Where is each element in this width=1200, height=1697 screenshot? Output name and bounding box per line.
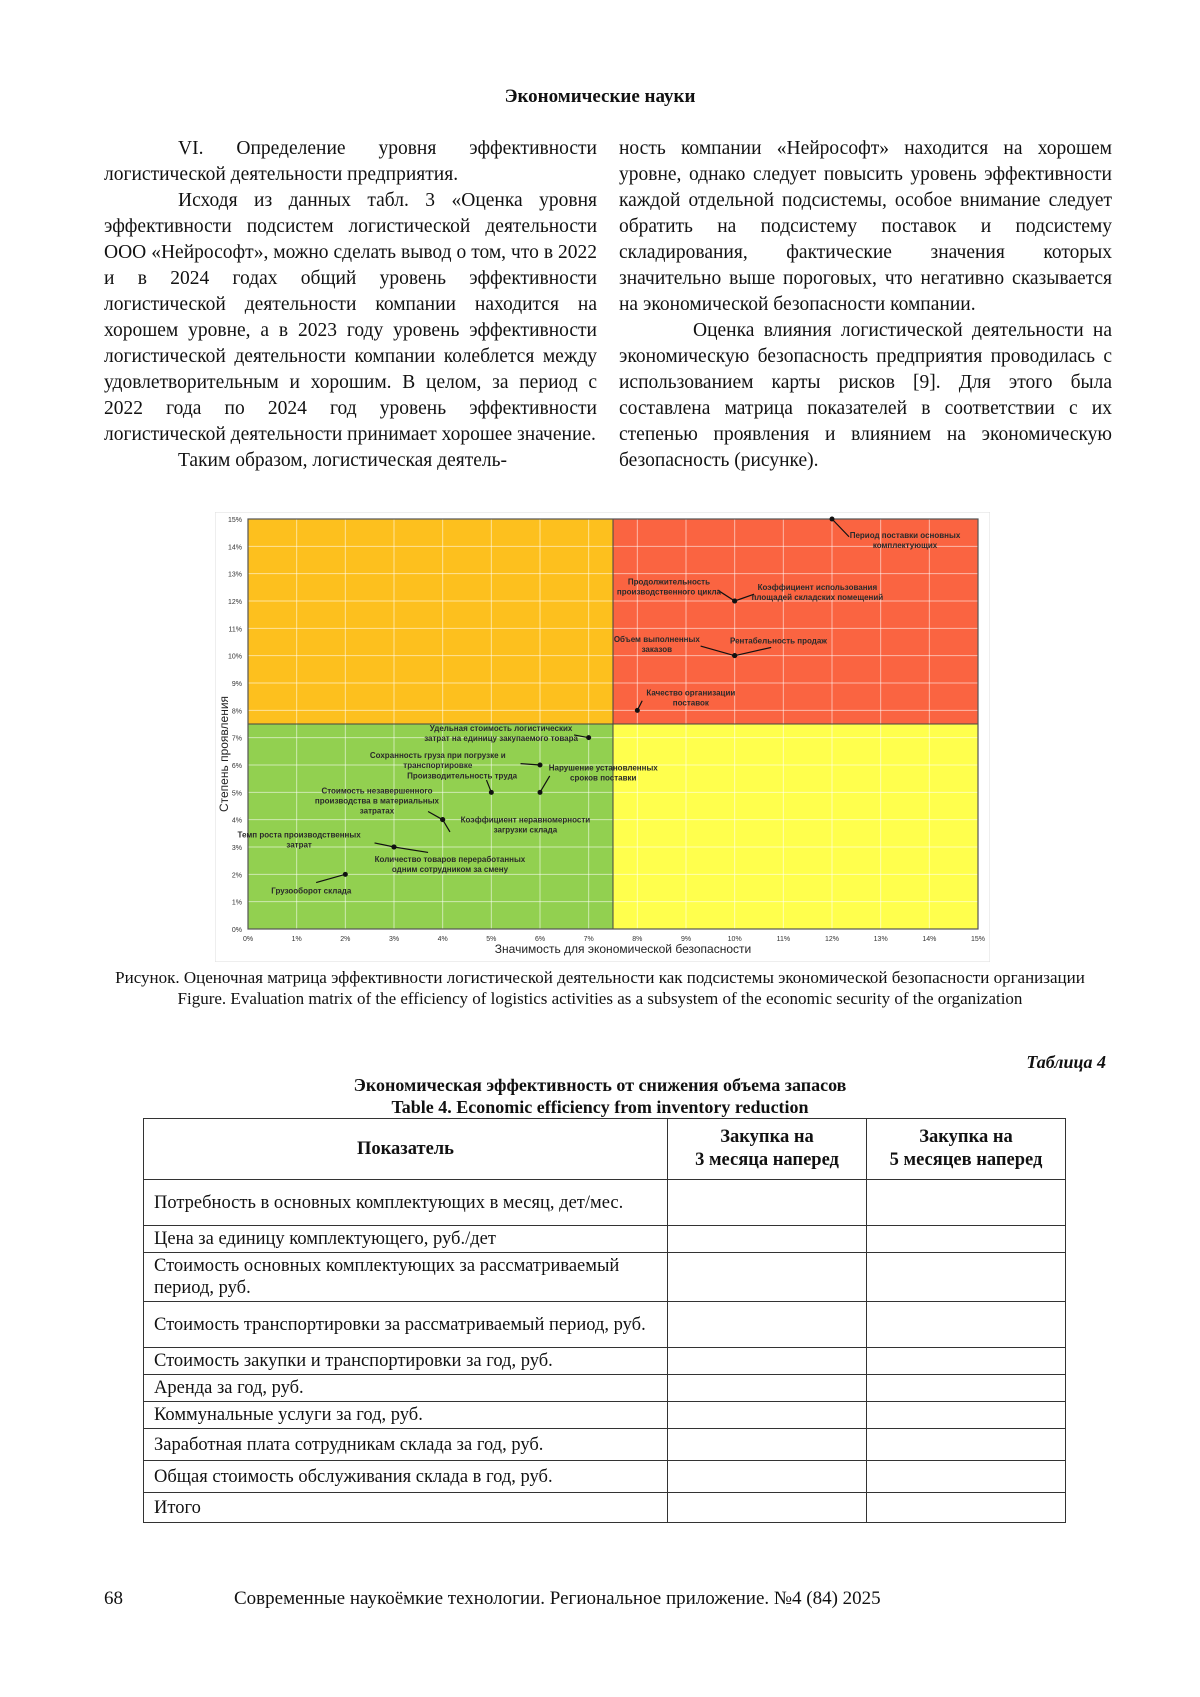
value-cell	[867, 1402, 1066, 1429]
point-label: Сохранность груза при погрузке и	[369, 751, 506, 761]
data-point	[732, 653, 737, 658]
table-title	[0, 1074, 1200, 1118]
point-label: Коэффициент использования	[757, 583, 878, 593]
value-cell	[668, 1461, 867, 1493]
point-label: Коэффициент неравномерности	[460, 815, 591, 825]
zone-yellow	[613, 724, 978, 929]
y-tick-label: 6%	[231, 763, 242, 770]
row-label-cell: Стоимость основных комплектующих за рассматриваемый период, руб.	[144, 1253, 668, 1302]
y-axis-title: Степень проявления	[217, 695, 231, 813]
table-row	[144, 1429, 1066, 1461]
x-tick-label: 13%	[873, 936, 888, 943]
x-tick-label: 2%	[340, 936, 351, 943]
x-tick-label: 0%	[242, 936, 254, 943]
caption-en: Figure. Evaluation matrix of the efficiency of logistics activities as a subsystem of the economic security of the organization	[177, 989, 1023, 1008]
data-point	[392, 845, 397, 850]
running-head: Экономические науки	[504, 86, 696, 107]
value-cell	[668, 1348, 867, 1375]
x-tick-label: 9%	[680, 936, 692, 943]
value-cell	[668, 1493, 867, 1523]
value-cell	[867, 1180, 1066, 1226]
point-label: транспортировке	[403, 761, 473, 771]
value-cell	[867, 1226, 1066, 1253]
value-cell	[668, 1253, 867, 1302]
data-point	[343, 872, 348, 877]
point-label: Стоимость незавершенного	[321, 786, 433, 796]
row-label-cell: Заработная плата сотрудникам склада за год, руб.	[144, 1429, 668, 1461]
table-row	[144, 1302, 1066, 1348]
row-label-cell: Стоимость закупки и транспортировки за год, руб.	[144, 1348, 668, 1375]
data-point	[830, 517, 835, 522]
data-point	[489, 790, 494, 795]
paragraph: ность компании «Нейрософт» находится на хорошем уровне, однако следует повысить уровень эффективности каждой отдельной подсистемы, особое внимание следует обратить на подсистему поставок и подсистему складирования, фактические значения которых значительно выше пороговых, что негативно сказывается на экономической безопасности компании.	[619, 138, 1112, 315]
paragraph: VI. Определение уровня эффективности логистической деятельности предприятия.	[104, 138, 597, 185]
value-cell	[668, 1429, 867, 1461]
y-tick-label: 13%	[227, 571, 242, 579]
risk-matrix-figure	[215, 512, 990, 962]
y-tick-label: 3%	[231, 845, 242, 852]
value-cell	[668, 1302, 867, 1348]
table-row	[144, 1180, 1066, 1226]
table-row	[144, 1461, 1066, 1493]
data-point	[440, 817, 445, 822]
point-label: сроков поставки	[570, 773, 637, 783]
x-tick-label: 1%	[291, 936, 302, 943]
data-point	[538, 763, 543, 768]
x-tick-label: 12%	[824, 936, 840, 943]
y-tick-label: 10%	[227, 653, 242, 661]
row-label-cell: Стоимость транспортировки за рассматриваемый период, руб.	[144, 1302, 668, 1348]
point-label: Нарушение установленных	[548, 763, 658, 773]
data-point	[538, 790, 543, 795]
y-tick-label: 8%	[231, 708, 242, 716]
point-label: производства в материальных	[314, 796, 439, 806]
point-label: поставок	[672, 698, 709, 708]
table-title-en: Table 4. Economic efficiency from inventory reduction	[391, 1097, 809, 1117]
x-axis-title: Значимость для экономической безопасности	[494, 942, 752, 956]
risk-matrix-chart	[215, 512, 990, 962]
page-number: 68	[104, 1588, 123, 1609]
table-number: Таблица 4	[1026, 1052, 1106, 1072]
x-tick-label: 11%	[776, 936, 791, 943]
value-cell	[867, 1429, 1066, 1461]
column-header-3-months: Закупка на 3 месяца наперед	[668, 1119, 867, 1180]
y-tick-label: 15%	[227, 517, 242, 524]
data-point	[586, 735, 591, 740]
caption-ru: Рисунок. Оценочная матрица эффективности логистической деятельности как подсистемы экономической безопасности организации	[115, 968, 1085, 987]
y-tick-label: 14%	[227, 544, 242, 552]
point-label: Темп роста производственных	[237, 830, 361, 840]
data-point	[635, 708, 640, 713]
x-tick-label: 7%	[583, 936, 594, 943]
y-tick-label: 1%	[231, 899, 242, 907]
value-cell	[668, 1226, 867, 1253]
point-label: Удельная стоимость логистических	[429, 723, 573, 733]
table-row	[144, 1348, 1066, 1375]
right-column	[619, 136, 1112, 474]
point-label: Количество товаров переработанных	[374, 855, 526, 865]
table-row	[144, 1493, 1066, 1523]
inventory-table	[143, 1118, 1066, 1523]
figure-caption	[100, 967, 1100, 1009]
table-row	[144, 1253, 1066, 1302]
zone-orange	[248, 519, 613, 724]
y-tick-label: 4%	[231, 817, 242, 825]
paragraph: Исходя из данных табл. 3 «Оценка уровня эффективности подсистем логистической деятельности ООО «Нейрософт», можно сделать вывод о том, что в 2022 и в 2024 годах общий уровень эффективности логистической деятельности компании находится на хорошем уровне, а в 2023 году уровень эффективности логистической деятельности компании колеблется между удовлетворительным и хорошим. В целом, за период с 2022 года по 2024 год уровень эффективности логистической деятельности принимает хорошее значение.	[104, 190, 597, 445]
y-tick-label: 2%	[231, 872, 242, 880]
y-tick-label: 11%	[228, 626, 242, 634]
y-tick-label: 12%	[227, 599, 242, 606]
value-cell	[867, 1253, 1066, 1302]
paragraph: Оценка влияния логистической деятельности на экономическую безопасность предприятия проводилась с использованием карты рисков [9]. Для этого была составлена матрица показателей в соответствии с их степенью проявления и влиянием на экономическую безопасность (рисунке).	[619, 320, 1112, 471]
point-label: Объем выполненных	[613, 635, 700, 644]
point-label: комплектующих	[872, 541, 938, 551]
value-cell	[867, 1302, 1066, 1348]
paragraph: Таким образом, логистическая деятель-	[178, 450, 507, 471]
point-label: Продолжительность	[627, 577, 711, 587]
point-label: затрат на единицу закупаемого товара	[424, 733, 578, 743]
table-title-ru: Экономическая эффективность от снижения объема запасов	[353, 1075, 847, 1095]
point-label: одним сотрудником за смену	[391, 865, 509, 875]
x-tick-label: 14%	[922, 936, 937, 943]
table-row	[144, 1375, 1066, 1402]
point-label: Качество организации	[646, 688, 736, 698]
x-tick-label: 6%	[534, 936, 546, 943]
data-point	[732, 599, 737, 604]
value-cell	[668, 1375, 867, 1402]
x-tick-label: 4%	[437, 936, 448, 943]
point-label: заказов	[641, 645, 673, 654]
journal-title: Современные наукоёмкие технологии. Региональное приложение. №4 (84) 2025	[234, 1588, 881, 1609]
x-tick-label: 3%	[388, 936, 400, 943]
point-label: загрузки склада	[493, 825, 558, 835]
left-column	[104, 136, 597, 474]
x-tick-label: 15%	[970, 936, 986, 943]
y-tick-label: 7%	[231, 735, 242, 743]
row-label-cell: Коммунальные услуги за год, руб.	[144, 1402, 668, 1429]
row-label-cell: Потребность в основных комплектующих в месяц, дет/мес.	[144, 1180, 668, 1226]
row-label-cell: Итого	[144, 1493, 668, 1523]
point-label: Грузооборот склада	[271, 886, 352, 896]
x-tick-label: 10%	[727, 936, 742, 943]
table-row	[144, 1226, 1066, 1253]
point-label: производственного цикла	[616, 587, 721, 597]
y-tick-label: 0%	[231, 927, 242, 934]
point-label: Производительность труда	[407, 771, 518, 781]
point-label: затрат	[286, 840, 312, 850]
row-label-cell: Общая стоимость обслуживания склада в год, руб.	[144, 1461, 668, 1493]
row-label-cell: Цена за единицу комплектующего, руб./дет	[144, 1226, 668, 1253]
table-row	[144, 1402, 1066, 1429]
y-tick-label: 9%	[231, 681, 242, 688]
value-cell	[867, 1493, 1066, 1523]
column-header-5-months: Закупка на 5 месяцев наперед	[867, 1119, 1066, 1180]
column-header-indicator: Показатель	[144, 1119, 668, 1180]
point-label: затратах	[359, 806, 395, 816]
x-tick-label: 8%	[632, 936, 643, 943]
value-cell	[867, 1375, 1066, 1402]
point-label: Рентабельность продаж	[729, 636, 827, 646]
x-tick-label: 5%	[486, 936, 497, 943]
row-label-cell: Аренда за год, руб.	[144, 1375, 668, 1402]
value-cell	[668, 1402, 867, 1429]
value-cell	[867, 1348, 1066, 1375]
point-label: Период поставки основных	[849, 531, 961, 541]
point-label: площадей складских помещений	[751, 593, 884, 603]
value-cell	[668, 1180, 867, 1226]
value-cell	[867, 1461, 1066, 1493]
table-header-row	[144, 1119, 1066, 1180]
y-tick-label: 5%	[231, 790, 242, 798]
